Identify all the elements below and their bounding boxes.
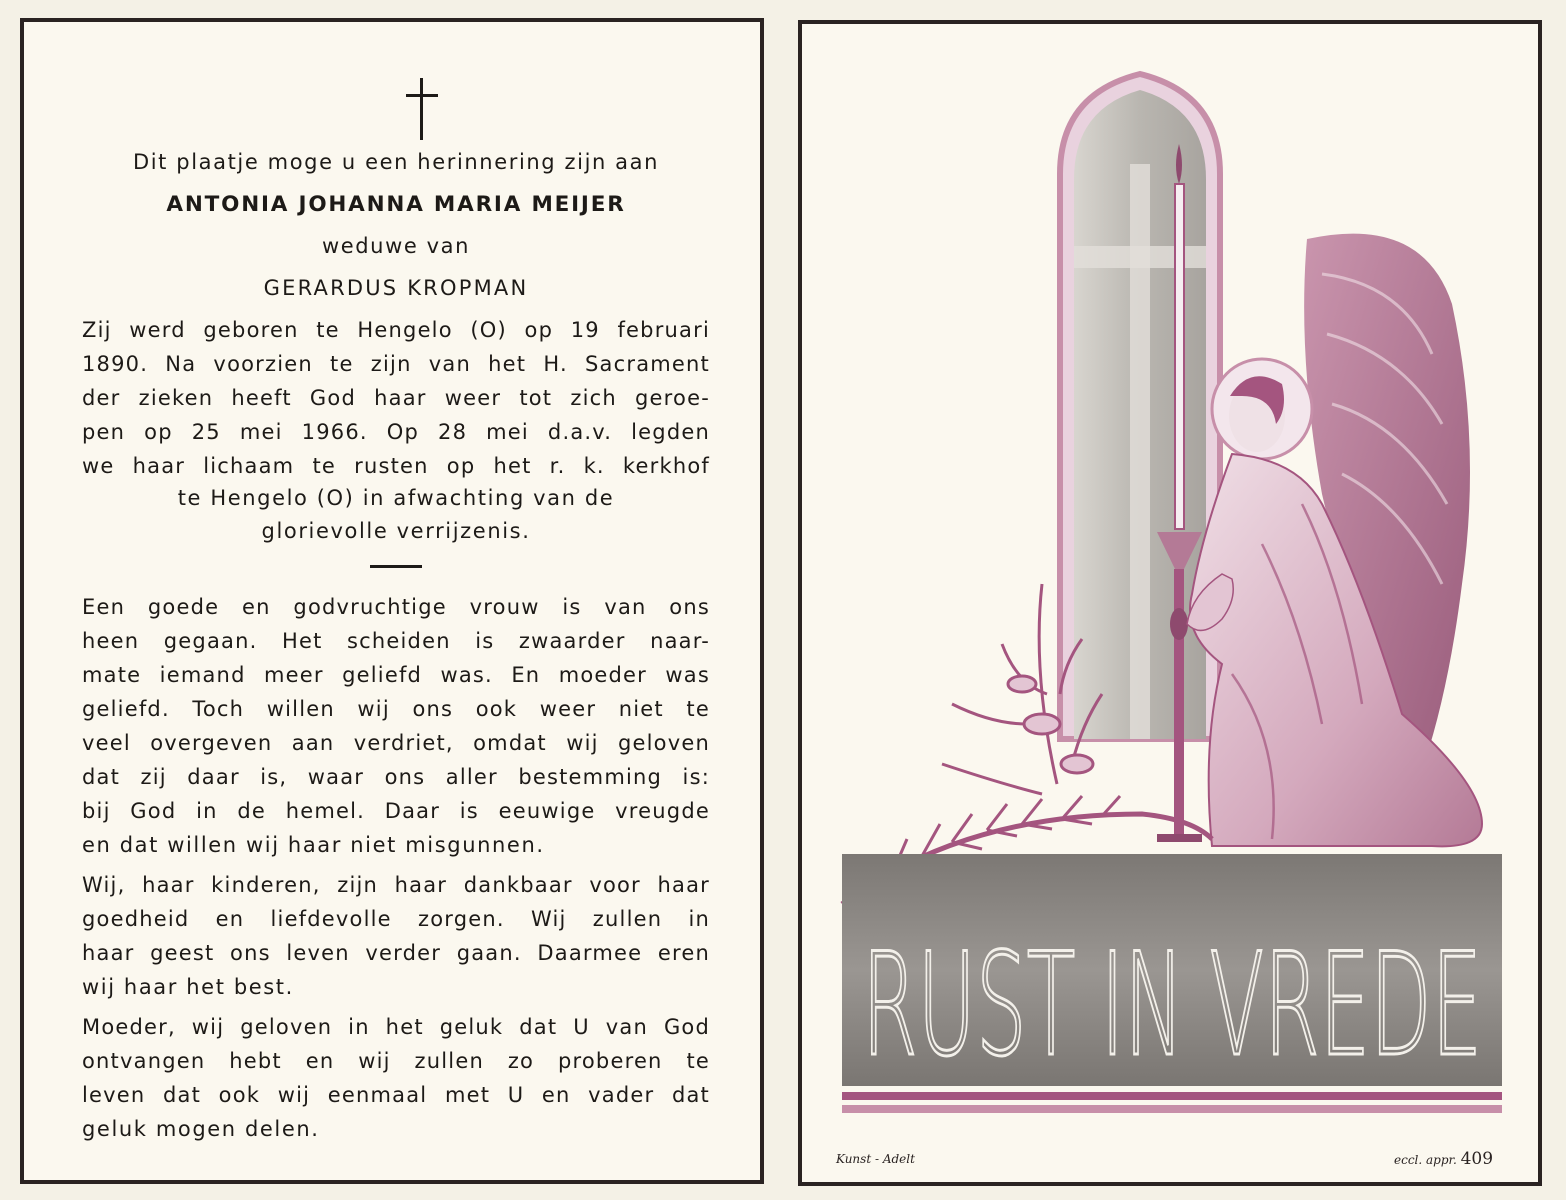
paragraph-line: geluk mogen delen. xyxy=(82,1117,320,1141)
paragraph-line: wij haar het best. xyxy=(82,975,294,999)
paragraph-line: mate iemand meer geliefd was. En moeder was xyxy=(82,663,710,687)
angel-illustration xyxy=(802,24,1538,1182)
paragraph-line: bij God in de hemel. Daar is eeuwige vreugde xyxy=(82,799,710,823)
paragraph-line: dat zij daar is, waar ons aller bestemming is: xyxy=(82,765,710,789)
approval-label: eccl. appr. xyxy=(1394,1153,1457,1167)
paragraph-line: goedheid en liefdevolle zorgen. Wij zullen in xyxy=(82,907,710,931)
bio-line: pen op 25 mei 1966. Op 28 mei d.a.v. legden xyxy=(82,420,710,444)
paragraph-line: Wij, haar kinderen, zijn haar dankbaar voor haar xyxy=(82,873,710,897)
paragraph-line: en dat willen wij haar niet misgunnen. xyxy=(82,833,545,857)
bio-line: Zij werd geboren te Hengelo (O) op 19 februari xyxy=(82,318,710,342)
paragraph-line: Moeder, wij geloven in het geluk dat U van God xyxy=(82,1015,710,1039)
bio-line: der zieken heeft God haar weer tot zich geroe- xyxy=(82,386,710,410)
bio-line: te Hengelo (O) in afwachting van de xyxy=(177,486,615,510)
bio-line: we haar lichaam te rusten op het r. k. kerkhof xyxy=(82,454,710,478)
paragraph-line: veel overgeven aan verdriet, omdat wij geloven xyxy=(82,731,710,755)
memorial-text-card xyxy=(20,18,764,1184)
publisher-credit: Kunst - Adelt xyxy=(836,1152,915,1166)
paragraph-line: Een goede en godvruchtige vrouw is van ons xyxy=(82,595,710,619)
paragraph-line: haar geest ons leven verder gaan. Daarmee eren xyxy=(82,941,710,965)
paragraph-line: geliefd. Toch willen wij ons ook weer niet te xyxy=(82,697,710,721)
rust-in-vrede-banner: RUST IN VREDE xyxy=(862,923,1482,1088)
bio-line: glorievolle verrijzenis. xyxy=(261,519,531,543)
paragraph-line: ontvangen hebt en wij zullen zo proberen te xyxy=(82,1049,710,1073)
spouse-name: GERARDUS KROPMAN xyxy=(263,276,529,300)
paragraph-line: leven dat ook wij eenmaal met U en vader dat xyxy=(82,1083,710,1107)
bio-line: 1890. Na voorzien te zijn van het H. Sacrament xyxy=(82,352,710,376)
devotional-image-card xyxy=(798,20,1542,1186)
section-divider xyxy=(370,565,422,568)
cross-icon xyxy=(402,78,442,140)
paragraph-line: heen gegaan. Het scheiden is zwaarder naar- xyxy=(82,629,710,653)
intro-line: Dit plaatje moge u een herinnering zijn aan xyxy=(132,150,660,174)
relation-line: weduwe van xyxy=(321,234,471,258)
ecclesiastical-approval xyxy=(1394,1149,1493,1169)
gothic-window xyxy=(1060,74,1220,739)
approval-number: 409 xyxy=(1460,1149,1494,1169)
deceased-name: ANTONIA JOHANNA MARIA MEIJER xyxy=(166,192,626,217)
